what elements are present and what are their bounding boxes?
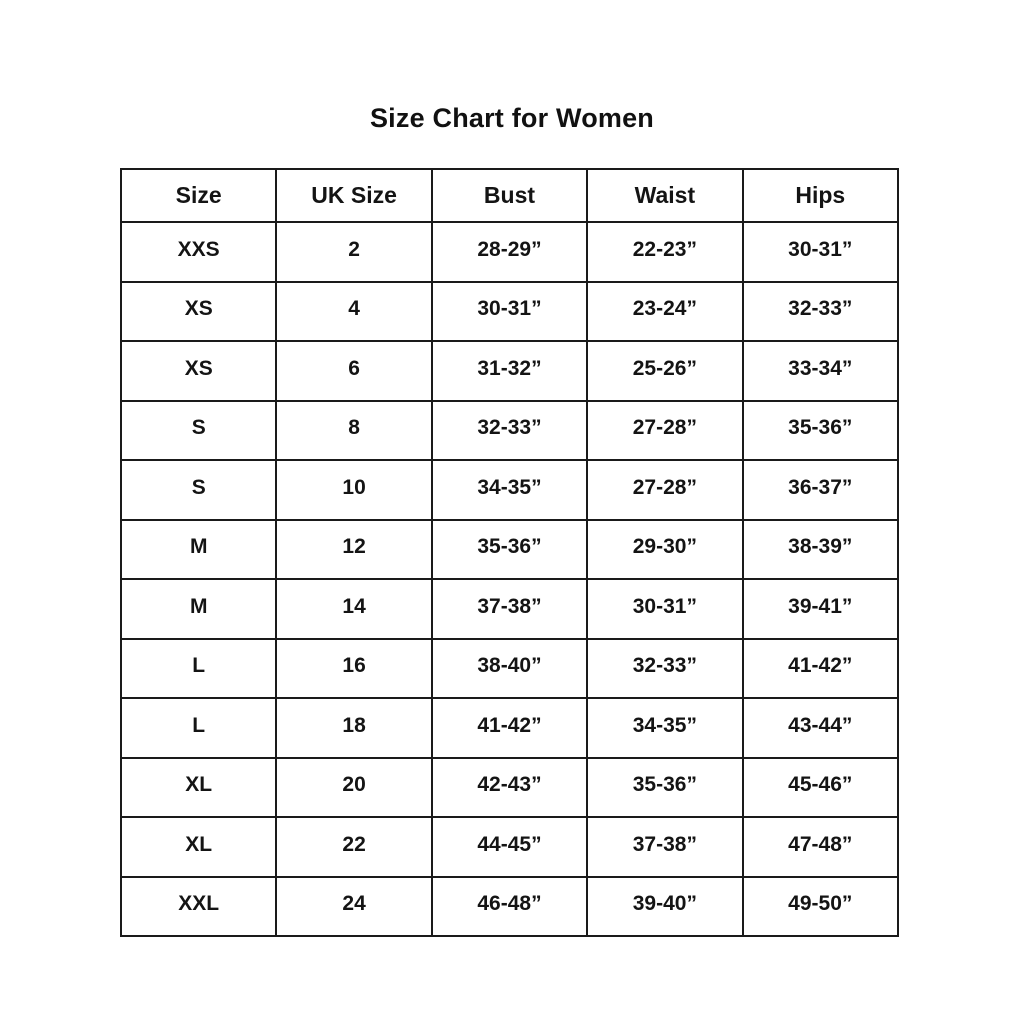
uk-size-cell: 6 [276, 341, 431, 401]
table-row [121, 579, 898, 639]
table-row [121, 698, 898, 758]
uk-size-cell: 18 [276, 698, 431, 758]
uk-size-cell: 22 [276, 817, 431, 877]
table-row [121, 520, 898, 580]
bust-cell: 32-33” [432, 401, 587, 461]
table-row [121, 639, 898, 699]
waist-cell: 30-31” [587, 579, 742, 639]
hips-cell: 35-36” [743, 401, 898, 461]
hips-cell: 49-50” [743, 877, 898, 937]
hips-cell: 41-42” [743, 639, 898, 699]
uk-size-cell: 20 [276, 758, 431, 818]
size-cell: XL [121, 817, 276, 877]
uk-size-cell: 16 [276, 639, 431, 699]
size-cell: XXS [121, 222, 276, 282]
size-cell: S [121, 401, 276, 461]
bust-cell: 38-40” [432, 639, 587, 699]
table-row [121, 401, 898, 461]
size-cell: M [121, 579, 276, 639]
table-row [121, 817, 898, 877]
table-header [121, 169, 898, 222]
waist-cell: 34-35” [587, 698, 742, 758]
uk-size-cell: 14 [276, 579, 431, 639]
header-row [121, 169, 898, 222]
size-cell: XS [121, 341, 276, 401]
hips-cell: 39-41” [743, 579, 898, 639]
bust-cell: 37-38” [432, 579, 587, 639]
bust-cell: 42-43” [432, 758, 587, 818]
size-cell: XL [121, 758, 276, 818]
bust-cell: 35-36” [432, 520, 587, 580]
hips-cell: 45-46” [743, 758, 898, 818]
waist-cell: 37-38” [587, 817, 742, 877]
waist-cell: 32-33” [587, 639, 742, 699]
hips-cell: 33-34” [743, 341, 898, 401]
size-cell: XS [121, 282, 276, 342]
uk-size-cell: 24 [276, 877, 431, 937]
hips-cell: 32-33” [743, 282, 898, 342]
column-header-bust: Bust [432, 169, 587, 222]
hips-cell: 43-44” [743, 698, 898, 758]
size-cell: XXL [121, 877, 276, 937]
waist-cell: 39-40” [587, 877, 742, 937]
table-row [121, 341, 898, 401]
waist-cell: 35-36” [587, 758, 742, 818]
waist-cell: 29-30” [587, 520, 742, 580]
size-cell: M [121, 520, 276, 580]
bust-cell: 44-45” [432, 817, 587, 877]
uk-size-cell: 2 [276, 222, 431, 282]
bust-cell: 28-29” [432, 222, 587, 282]
size-chart-table [120, 168, 899, 937]
column-header-hips: Hips [743, 169, 898, 222]
bust-cell: 46-48” [432, 877, 587, 937]
hips-cell: 30-31” [743, 222, 898, 282]
size-cell: S [121, 460, 276, 520]
hips-cell: 38-39” [743, 520, 898, 580]
uk-size-cell: 10 [276, 460, 431, 520]
uk-size-cell: 8 [276, 401, 431, 461]
table-body [121, 222, 898, 936]
column-header-uk-size: UK Size [276, 169, 431, 222]
hips-cell: 36-37” [743, 460, 898, 520]
waist-cell: 27-28” [587, 460, 742, 520]
uk-size-cell: 12 [276, 520, 431, 580]
uk-size-cell: 4 [276, 282, 431, 342]
waist-cell: 25-26” [587, 341, 742, 401]
table-row [121, 758, 898, 818]
table-row [121, 222, 898, 282]
size-cell: L [121, 698, 276, 758]
column-header-waist: Waist [587, 169, 742, 222]
bust-cell: 41-42” [432, 698, 587, 758]
waist-cell: 22-23” [587, 222, 742, 282]
bust-cell: 30-31” [432, 282, 587, 342]
hips-cell: 47-48” [743, 817, 898, 877]
bust-cell: 31-32” [432, 341, 587, 401]
waist-cell: 27-28” [587, 401, 742, 461]
waist-cell: 23-24” [587, 282, 742, 342]
size-cell: L [121, 639, 276, 699]
table-row [121, 877, 898, 937]
table-row [121, 282, 898, 342]
bust-cell: 34-35” [432, 460, 587, 520]
page-title: Size Chart for Women [369, 103, 655, 133]
table-row [121, 460, 898, 520]
column-header-size: Size [121, 169, 276, 222]
